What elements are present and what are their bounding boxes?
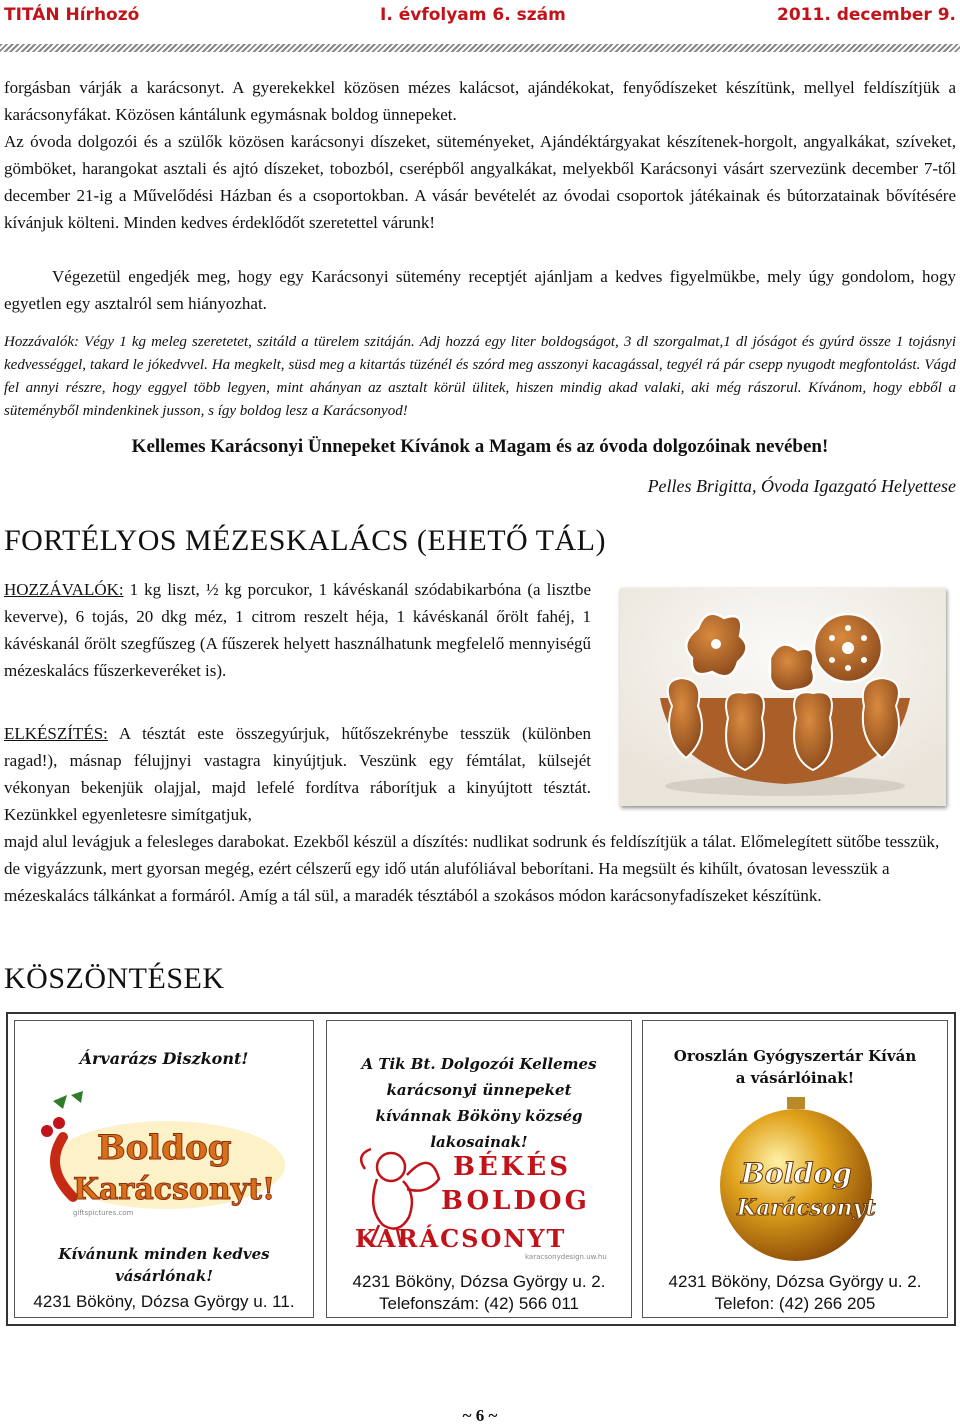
ad1-address: 4231 Bököny, Dózsa György u. 11. [33, 1292, 295, 1311]
ad-tik-bt [326, 1020, 632, 1318]
preparation-label: ELKÉSZÍTÉS: [4, 724, 108, 743]
paragraph-1: forgásban várják a karácsonyt. A gyerekekkel közösen mézes kalácsot, ajándékokat, fenyődíszeket készítünk, mellyel feldíszítjük a karácsonyfákat. Közösen kántálunk egymásnak boldog ünnepeket. [4, 78, 956, 124]
gingerbread-bowl-photo [620, 588, 946, 806]
ad-arvarazs [14, 1020, 314, 1318]
issue-date: 2011. december 9. [777, 5, 956, 25]
preparation-text-narrow: A tésztát este összegyúrjuk, hűtőszekrénybe tesszük (különben ragad!), másnap félujjnyi vastagra kinyújtjuk. Veszünk egy fémtálat, külsejét vékonyan bekenjük olajjal, majd lefelé fordítva ráborítjuk a kinyújtott tésztát. Kezünkkel egyenletesre simítgatjuk, [4, 724, 591, 824]
ad2-address: 4231 Bököny, Dózsa György u. 2. [352, 1272, 606, 1291]
ad3-address: 4231 Bököny, Dózsa György u. 2. [668, 1272, 922, 1291]
ad1-image-text-1: Boldog [97, 1128, 232, 1168]
author-signature: Pelles Brigitta, Óvoda Igazgató Helyettese [647, 476, 956, 496]
ad1-title: Árvarázs Diszkont! [79, 1049, 249, 1068]
ingredients-paragraph [4, 576, 591, 684]
ad2-image-line3: KARÁCSONYT [355, 1224, 567, 1253]
issue-label: I. évfolyam 6. szám [380, 5, 566, 25]
ingredients-label: HOZZÁVALÓK: [4, 580, 124, 599]
holiday-wish: Kellemes Karácsonyi Ünnepeket Kívánok a Magam és az óvoda dolgozóinak nevében! [131, 436, 829, 457]
greetings-title: KÖSZÖNTÉSEK [4, 962, 225, 995]
preparation-paragraph [4, 720, 591, 828]
ingredients-text: 1 kg liszt, ½ kg porcukor, 1 kávéskanál szódabikarbóna (a lisztbe keverve), 6 tojás, 20 dkg méz, 1 citrom reszelt héja, 1 kávéskanál őrölt fahéj, 1 kávéskanál őrölt szegfűszeg (A fűszerek helyett használhatunk megfelelő mennyiségű mézeskalács fűszerkeveréket is). [4, 580, 591, 680]
ad3-title: Oroszlán Gyógyszertár Kíván a vásárlóinak! [673, 1047, 917, 1087]
greetings-ads-table [6, 1012, 956, 1326]
page-number: ~ 6 ~ [462, 1406, 498, 1425]
preparation-continued: majd alul levágjuk a felesleges darabokat. Ezekből készül a díszítés: nudlikat sodrunk és feldíszítjük a tálat. Előmelegített sütőbe tesszük, de vigyázzunk, mert gyorsan megég, ezért célszerű egy idő után alufóliával beborítani. Ha megsült és kihűlt, óvatosan levesszük a mézeskalács tálkánkat a formáról. Amíg a tál sül, a maradék tésztából a szokásos módon karácsonyfadíszeket készítünk. [4, 832, 940, 905]
ad2-angel-image [347, 1139, 613, 1263]
ad3-image-text-2: Karácsonyt [737, 1195, 876, 1221]
ad3-image-text-1: Boldog [741, 1157, 852, 1190]
header-divider [0, 44, 960, 52]
ad2-phone: Telefonszám: (42) 566 011 [378, 1294, 580, 1313]
newspaper-title: TITÁN Hírhozó [4, 5, 140, 25]
ad2-title: A Tik Bt. Dolgozói Kellemes karácsonyi ünnepeket kívánnak Bököny község lakosainak! [361, 1055, 597, 1151]
ad-oroszlan-gyogyszertar [642, 1020, 948, 1318]
ad2-image-credit: karacsonydesign.uw.hu [525, 1253, 607, 1261]
page-header [0, 0, 960, 32]
ad2-image-line2: BOLDOG [441, 1186, 590, 1216]
recipe-title: FORTÉLYOS MÉZESKALÁCS (EHETŐ TÁL) [4, 524, 606, 557]
ad1-image-credit: giftspictures.com [73, 1209, 134, 1217]
ad1-image-text-2: Karácsonyt! [73, 1172, 276, 1207]
paragraph-3: Végezetül engedjék meg, hogy egy Karácsonyi sütemény receptjét ajánljam a kedves figyelmükbe, mely úgy gondolom, hogy egyetlen egy asztalról sem hiányozhat. [4, 267, 956, 313]
paragraph-2: Az óvoda dolgozói és a szülők közösen karácsonyi díszeket, süteményeket, Ajándéktárgyakat készítenek-horgolt, angyalkákat, szíveket, gömböket, harangokat asztali és ajtó díszeket, tobozból, cserépből angyalkákat, melyekből Karácsonyi vásárt szervezünk december 7-től december 21-ig a Művelődési Házban és a csoportokban. A vásár bevételét az óvodai csoportok játékainak és bútorzatainak bővítésére kívánjuk költeni. Minden kedves érdeklődőt szeretettel várunk! [4, 132, 956, 232]
humorous-recipe: Hozzávalók: Végy 1 kg meleg szeretetet, szitáld a türelem szitáján. Adj hozzá egy liter boldogságot, 3 dl szorgalmat,1 dl jóságot és gyúrd össze 1 tojásnyi kedvességgel, takard le jókedvvel. Ha megkelt, süsd meg a kitartás tüzénél és szórd meg asszonyi kacagással, tegyél rá pár csepp nyugodt megfontolást. Vágd fel annyi részre, hogy eggyel több legyen, mint ahányan az asztalt körül ülitek, hiszen mindig akad valaki, aki még rászorul. Kívánom, hogy ebből a süteményből mindenkinek jusson, s így boldog lesz a Karácsonyod! [4, 334, 956, 419]
ad1-wish: Kívánunk minden kedves vásárlónak! [58, 1245, 270, 1285]
ad1-christmas-image [33, 1077, 301, 1227]
ad3-ornament-image [711, 1093, 881, 1263]
ad3-phone: Telefon: (42) 266 205 [714, 1294, 876, 1313]
ad2-image-line1: BÉKÉS [453, 1152, 571, 1182]
